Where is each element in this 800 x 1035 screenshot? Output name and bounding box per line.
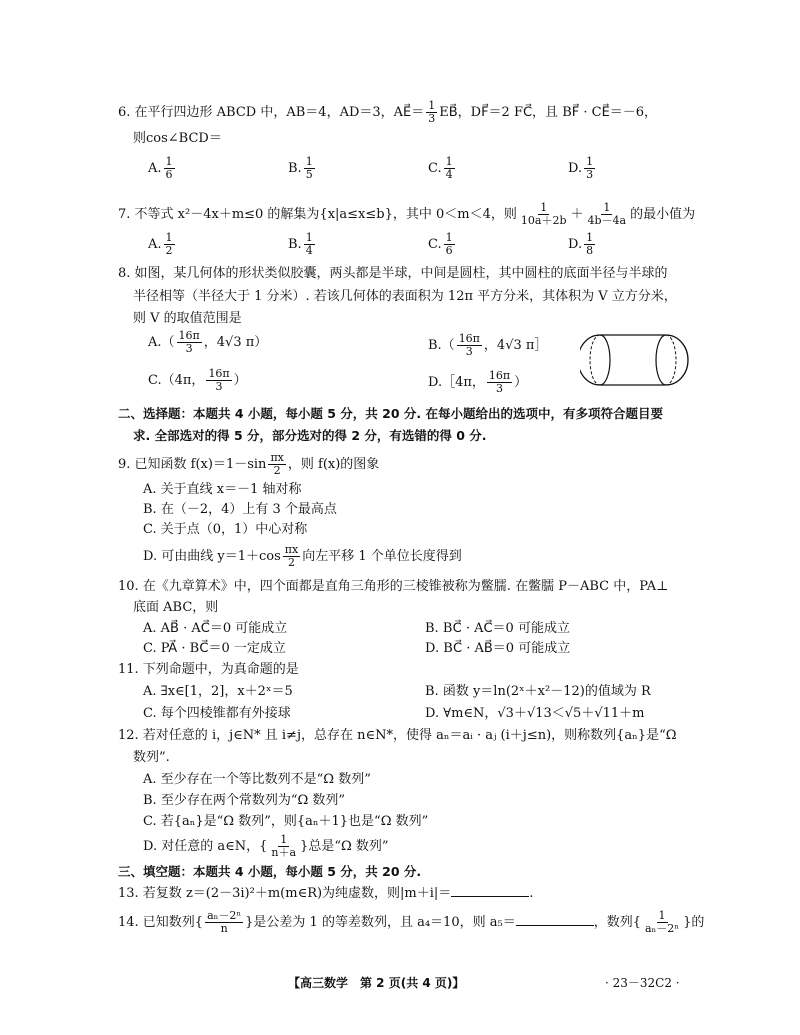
q6-stem-line1: 6. 在平行四边形 ABCD 中，AB＝4，AD＝3，AE⃗＝ $\frac{1}{3}$ EB⃗，DF⃗＝2 FC⃗，且 BF⃗ · CE⃗＝－6， bbox=[118, 99, 658, 126]
q10-option-d: D. BC⃗ · AB⃗＝0 可能成立 bbox=[425, 641, 571, 656]
q9-option-d: D. 可由曲线 y＝1＋cos $\frac{\pi x}{2}$ 向左平移 1 个单位长度得到 bbox=[143, 543, 462, 570]
capsule-figure bbox=[580, 330, 690, 390]
q14-answer-blank-1[interactable] bbox=[516, 915, 594, 926]
q8-stem-line3: 则 V 的取值范围是 bbox=[133, 311, 242, 326]
q6-option-a: A. $\frac{1}{6}$ bbox=[148, 155, 173, 182]
q8-option-d: D.［4π， $\frac{16\pi}{3}$ ） bbox=[428, 369, 528, 396]
footer-page-info: 【高三数学 第 2 页(共 4 页)】 bbox=[288, 976, 465, 990]
q8-option-b: B.（ $\frac{16\pi}{3}$ ，4√3 π］ bbox=[428, 332, 548, 359]
q11-option-d: D. ∀m∈N，√3＋√13＜√5＋√11＋m bbox=[425, 706, 645, 721]
q7-stem: 7. 不等式 x²－4x＋m≤0 的解集为{x|a≤x≤b}，其中 0＜m＜4，则 $\frac{1}{10a+2b}$ ＋ $\frac{1}{4b-4a}$ 的最小值为 bbox=[118, 201, 696, 228]
q10-stem-line2: 底面 ABC，则 bbox=[133, 600, 219, 615]
q10-stem-line1: 10. 在《九章算术》中，四个面都是直角三角形的三棱锥被称为鳖臑. 在鳖臑 P－ABC 中，PA⊥ bbox=[118, 579, 669, 594]
q10-option-a: A. AB⃗ · AC⃗＝0 可能成立 bbox=[143, 621, 288, 636]
q7-option-c: C. $\frac{1}{6}$ bbox=[428, 231, 453, 258]
q8-option-c: C.（4π， $\frac{16\pi}{3}$ ） bbox=[148, 367, 247, 394]
q12-stem-line1: 12. 若对任意的 i，j∈N* 且 i≠j，总存在 n∈N*，使得 aₙ＝aᵢ · aⱼ (i＋j≤n)，则称数列{aₙ}是“Ω bbox=[118, 728, 677, 743]
section-2-header-line2: 求. 全部选对的得 5 分，部分选对的得 2 分，有选错的得 0 分. bbox=[133, 428, 487, 443]
q7-option-a: A. $\frac{1}{2}$ bbox=[148, 231, 173, 258]
q11-option-b: B. 函数 y＝ln(2ˣ＋x²－12)的值域为 R bbox=[425, 684, 651, 699]
q12-stem-line2: 数列”. bbox=[133, 750, 170, 765]
q12-option-d: D. 对任意的 a∈N，{ $\frac{1}{n+a}$ }总是“Ω 数列” bbox=[143, 833, 389, 860]
section-3-header: 三、填空题：本题共 4 小题，每小题 5 分，共 20 分. bbox=[118, 864, 422, 879]
footer-code: · 23－32C2 · bbox=[605, 976, 680, 990]
q8-stem-line2: 半径相等（半径大于 1 分米）. 若该几何体的表面积为 12π 平方分米，其体积为 V 立方分米， bbox=[133, 289, 677, 304]
q12-option-b: B. 至少存在两个常数列为“Ω 数列” bbox=[143, 793, 346, 808]
q9-option-c: C. 关于点（0，1）中心对称 bbox=[143, 522, 308, 537]
q7-option-d: D. $\frac{1}{8}$ bbox=[568, 231, 594, 258]
q6-option-d: D. $\frac{1}{3}$ bbox=[568, 155, 594, 182]
q6-fraction: $\frac{1}{3}$ bbox=[428, 99, 436, 126]
q6-option-b: B. $\frac{1}{5}$ bbox=[288, 155, 313, 182]
q10-option-c: C. PA⃗ · BC⃗＝0 一定成立 bbox=[143, 641, 286, 656]
q9-stem: 9. 已知函数 f(x)＝1－sin $\frac{\pi x}{2}$ ，则 f(x)的图象 bbox=[118, 451, 380, 478]
q12-option-c: C. 若{aₙ}是“Ω 数列”，则{aₙ＋1}也是“Ω 数列” bbox=[143, 814, 429, 829]
q14-stem: 14. 已知数列{ $\frac{\text{aₙ－2ⁿ}}{n}$ }是公差为 1 的等差数列，且 a₄＝10，则 a₅＝ ，数列{ $\frac{1}{\text{aₙ－2ⁿ}}$ }的 bbox=[118, 909, 705, 936]
q10-option-b: B. BC⃗ · AC⃗＝0 可能成立 bbox=[425, 621, 570, 636]
q6-stem-line2: 则cos∠BCD＝ bbox=[133, 131, 222, 146]
q6-option-c: C. $\frac{1}{4}$ bbox=[428, 155, 453, 182]
q7-option-b: B. $\frac{1}{4}$ bbox=[288, 231, 313, 258]
q13-answer-blank[interactable] bbox=[451, 886, 529, 897]
section-2-header-line1: 二、选择题：本题共 4 小题，每小题 5 分，共 20 分. 在每小题给出的选项中，有多项符合题目要 bbox=[118, 406, 664, 421]
q12-option-a: A. 至少存在一个等比数列不是“Ω 数列” bbox=[143, 772, 371, 787]
q9-option-a: A. 关于直线 x＝－1 轴对称 bbox=[143, 482, 302, 497]
q11-stem: 11. 下列命题中，为真命题的是 bbox=[118, 662, 299, 677]
q8-stem-line1: 8. 如图，某几何体的形状类似胶囊，两头都是半球，中间是圆柱，其中圆柱的底面半径与半球的 bbox=[118, 266, 668, 281]
q9-option-b: B. 在（－2，4）上有 3 个最高点 bbox=[143, 502, 337, 517]
q13-stem: 13. 若复数 z＝(2－3i)²＋m(m∈R)为纯虚数，则|m＋i|＝ . bbox=[118, 886, 534, 901]
q8-option-a: A.（ $\frac{16\pi}{3}$ ，4√3 π） bbox=[148, 329, 268, 356]
q11-option-c: C. 每个四棱锥都有外接球 bbox=[143, 706, 291, 721]
q11-option-a: A. ∃x∈[1，2]，x＋2ˣ＝5 bbox=[143, 684, 293, 699]
